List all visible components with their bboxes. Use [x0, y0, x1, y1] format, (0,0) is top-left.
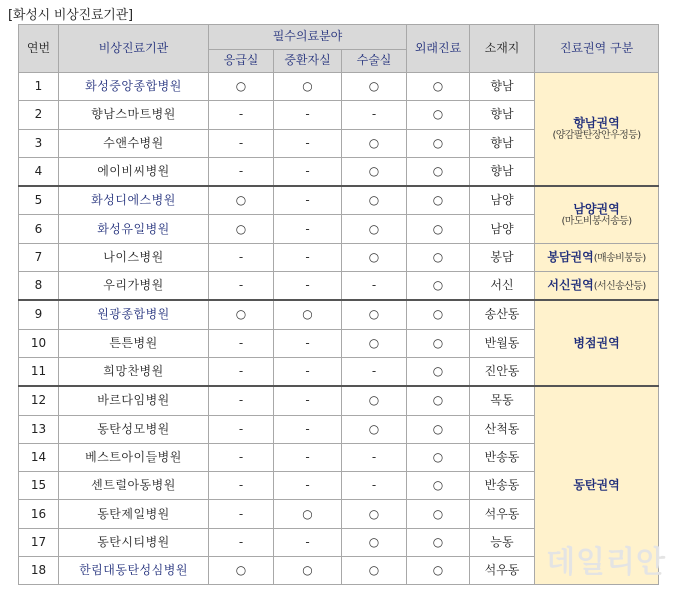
- icu-status: -: [274, 472, 342, 500]
- row-number: 2: [19, 101, 59, 129]
- emergency-room-status: -: [209, 357, 274, 386]
- institution-name: 원광종합병원: [59, 300, 209, 329]
- row-number: 16: [19, 500, 59, 528]
- header-outpatient: 외래진료: [407, 25, 470, 73]
- region-cell: [535, 73, 659, 187]
- institution-name: 에이비씨병원: [59, 157, 209, 186]
- operating-room-status: ○: [342, 186, 407, 215]
- operating-room-status: ○: [342, 557, 407, 585]
- header-location: 소재지: [470, 25, 535, 73]
- region-subareas: (서신송산등): [593, 281, 646, 293]
- operating-room-status: -: [342, 272, 407, 301]
- outpatient-status: ○: [407, 357, 470, 386]
- institution-name: 동탄성모병원: [59, 415, 209, 443]
- icu-status: -: [274, 329, 342, 357]
- institution-name: 한림대동탄성심병원: [59, 557, 209, 585]
- location: 석우동: [470, 557, 535, 585]
- region-cell: [535, 300, 659, 386]
- location: 석우동: [470, 500, 535, 528]
- operating-room-status: ○: [342, 157, 407, 186]
- region-cell: [535, 272, 659, 301]
- emergency-room-status: -: [209, 500, 274, 528]
- institution-name: 동탄제일병원: [59, 500, 209, 528]
- region-name: 봉담권역: [547, 249, 594, 264]
- emergency-room-status: -: [209, 472, 274, 500]
- outpatient-status: ○: [407, 129, 470, 157]
- region-subareas: (마도비봉서송등): [561, 216, 632, 228]
- outpatient-status: ○: [407, 415, 470, 443]
- location: 남양: [470, 186, 535, 215]
- icu-status: -: [274, 272, 342, 301]
- icu-status: ○: [274, 500, 342, 528]
- institution-name: 베스트아이들병원: [59, 443, 209, 471]
- location: 반월동: [470, 329, 535, 357]
- operating-room-status: -: [342, 443, 407, 471]
- operating-room-status: ○: [342, 243, 407, 271]
- operating-room-status: ○: [342, 329, 407, 357]
- emergency-room-status: -: [209, 415, 274, 443]
- header-icu: 중환자실: [274, 50, 342, 73]
- emergency-room-status: -: [209, 386, 274, 415]
- icu-status: -: [274, 443, 342, 471]
- region-subareas: (매송비봉등): [593, 252, 646, 264]
- institution-name: 튼튼병원: [59, 329, 209, 357]
- emergency-institutions-table: [18, 24, 659, 585]
- emergency-room-status: -: [209, 272, 274, 301]
- institution-name: 수앤수병원: [59, 129, 209, 157]
- watermark-logo: 데일리안: [546, 545, 666, 580]
- row-number: 1: [19, 73, 59, 101]
- operating-room-status: -: [342, 101, 407, 129]
- location: 향남: [470, 129, 535, 157]
- row-number: 18: [19, 557, 59, 585]
- emergency-room-status: ○: [209, 215, 274, 243]
- table-row: [19, 186, 659, 215]
- institution-name: 희망찬병원: [59, 357, 209, 386]
- outpatient-status: ○: [407, 472, 470, 500]
- header-essential: 필수의료분야: [209, 25, 407, 50]
- row-number: 8: [19, 272, 59, 301]
- row-number: 13: [19, 415, 59, 443]
- location: 남양: [470, 215, 535, 243]
- operating-room-status: ○: [342, 129, 407, 157]
- region-name: 병점권역: [573, 335, 620, 350]
- header-institution: 비상진료기관: [59, 25, 209, 73]
- row-number: 11: [19, 357, 59, 386]
- emergency-room-status: ○: [209, 186, 274, 215]
- icu-status: -: [274, 243, 342, 271]
- table-row: [19, 272, 659, 301]
- region-cell: [535, 243, 659, 271]
- region-subareas: (양감팔탄장안우정등): [552, 130, 641, 142]
- location: 향남: [470, 157, 535, 186]
- location: 진안동: [470, 357, 535, 386]
- icu-status: ○: [274, 557, 342, 585]
- location: 산척동: [470, 415, 535, 443]
- header-no: 연번: [19, 25, 59, 73]
- icu-status: -: [274, 415, 342, 443]
- table-row: [19, 243, 659, 271]
- icu-status: -: [274, 157, 342, 186]
- outpatient-status: ○: [407, 215, 470, 243]
- header-emergency-room: 응급실: [209, 50, 274, 73]
- operating-room-status: -: [342, 472, 407, 500]
- row-number: 7: [19, 243, 59, 271]
- header-region: 진료권역 구분: [535, 25, 659, 73]
- icu-status: -: [274, 129, 342, 157]
- row-number: 10: [19, 329, 59, 357]
- location: 반송동: [470, 443, 535, 471]
- icu-status: ○: [274, 73, 342, 101]
- icu-status: -: [274, 215, 342, 243]
- outpatient-status: ○: [407, 528, 470, 556]
- institution-name: 우리가병원: [59, 272, 209, 301]
- region-name: 동탄권역: [573, 478, 620, 493]
- row-number: 14: [19, 443, 59, 471]
- emergency-room-status: -: [209, 443, 274, 471]
- institution-name: 화성디에스병원: [59, 186, 209, 215]
- operating-room-status: ○: [342, 300, 407, 329]
- institution-name: 바르다임병원: [59, 386, 209, 415]
- icu-status: -: [274, 386, 342, 415]
- emergency-room-status: ○: [209, 300, 274, 329]
- outpatient-status: ○: [407, 300, 470, 329]
- row-number: 15: [19, 472, 59, 500]
- emergency-room-status: ○: [209, 73, 274, 101]
- icu-status: -: [274, 186, 342, 215]
- table-row: [19, 386, 659, 415]
- row-number: 5: [19, 186, 59, 215]
- outpatient-status: ○: [407, 243, 470, 271]
- row-number: 4: [19, 157, 59, 186]
- row-number: 12: [19, 386, 59, 415]
- outpatient-status: ○: [407, 386, 470, 415]
- emergency-room-status: -: [209, 129, 274, 157]
- location: 송산동: [470, 300, 535, 329]
- emergency-room-status: -: [209, 101, 274, 129]
- outpatient-status: ○: [407, 73, 470, 101]
- operating-room-status: -: [342, 357, 407, 386]
- operating-room-status: ○: [342, 500, 407, 528]
- outpatient-status: ○: [407, 329, 470, 357]
- location: 향남: [470, 73, 535, 101]
- region-name: 향남권역: [573, 116, 620, 130]
- institution-name: 나이스병원: [59, 243, 209, 271]
- location: 서신: [470, 272, 535, 301]
- outpatient-status: ○: [407, 157, 470, 186]
- row-number: 17: [19, 528, 59, 556]
- table-row: [19, 73, 659, 101]
- outpatient-status: ○: [407, 186, 470, 215]
- operating-room-status: ○: [342, 215, 407, 243]
- table-body: [19, 73, 659, 585]
- icu-status: -: [274, 528, 342, 556]
- icu-status: ○: [274, 300, 342, 329]
- outpatient-status: ○: [407, 557, 470, 585]
- location: 반송동: [470, 472, 535, 500]
- operating-room-status: ○: [342, 528, 407, 556]
- location: 봉담: [470, 243, 535, 271]
- emergency-room-status: -: [209, 528, 274, 556]
- row-number: 3: [19, 129, 59, 157]
- header-operating-room: 수술실: [342, 50, 407, 73]
- location: 목동: [470, 386, 535, 415]
- institution-name: 동탄시티병원: [59, 528, 209, 556]
- outpatient-status: ○: [407, 101, 470, 129]
- region-name: 남양권역: [573, 201, 620, 216]
- row-number: 9: [19, 300, 59, 329]
- institution-name: 센트럴아동병원: [59, 472, 209, 500]
- location: 능동: [470, 528, 535, 556]
- emergency-room-status: ○: [209, 557, 274, 585]
- region-cell: [535, 186, 659, 243]
- location: 향남: [470, 101, 535, 129]
- operating-room-status: ○: [342, 386, 407, 415]
- table-row: [19, 300, 659, 329]
- outpatient-status: ○: [407, 443, 470, 471]
- operating-room-status: ○: [342, 73, 407, 101]
- institution-name: 화성중앙종합병원: [59, 73, 209, 101]
- outpatient-status: ○: [407, 500, 470, 528]
- row-number: 6: [19, 215, 59, 243]
- outpatient-status: ○: [407, 272, 470, 301]
- emergency-room-status: -: [209, 243, 274, 271]
- table-caption: [화성시 비상진료기관]: [8, 8, 133, 23]
- icu-status: -: [274, 357, 342, 386]
- icu-status: -: [274, 101, 342, 129]
- institution-name: 향남스마트병원: [59, 101, 209, 129]
- operating-room-status: ○: [342, 415, 407, 443]
- emergency-room-status: -: [209, 157, 274, 186]
- institution-name: 화성유일병원: [59, 215, 209, 243]
- region-name: 서신권역: [547, 278, 594, 293]
- emergency-room-status: -: [209, 329, 274, 357]
